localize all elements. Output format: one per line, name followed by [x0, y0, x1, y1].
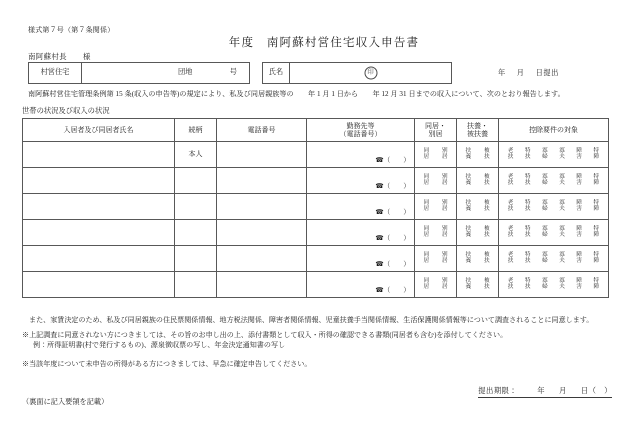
- deduction-choice-option[interactable]: 特 障: [593, 277, 600, 290]
- addressee-honorific: 様: [82, 52, 91, 61]
- section-label-household: 世帯の状況及び収入の状況: [22, 106, 110, 115]
- cell-living[interactable]: [415, 220, 457, 246]
- cell-deduction[interactable]: [499, 272, 609, 298]
- column-header-workplace: [307, 119, 415, 142]
- dependent-choice: [457, 246, 498, 271]
- dependent-choice-option[interactable]: 被 扶: [483, 147, 490, 160]
- cell-tel[interactable]: [217, 168, 307, 194]
- dependent-choice-option[interactable]: 被 扶: [483, 277, 490, 290]
- cell-workplace[interactable]: [307, 168, 415, 194]
- telephone-icon: ☎（ ）: [375, 182, 410, 191]
- deduction-choice-option[interactable]: 寡 夫: [559, 225, 565, 238]
- note-attachment: ※上記調査に同意されない方につきましては、その旨のお申し出の上、添付書類として収入・所得の確認できる書類(同居者も含む)を添付してください。: [22, 330, 508, 339]
- consent-paragraph: また、家賃決定のため、私及び同居親族の住民票関係情報、地方税法関係、障害者関係情報、児童扶養手当関係情報、生活保護関係情報等について調査されることに同意します。: [29, 316, 594, 324]
- column-header-living-sub: 別居: [428, 130, 443, 138]
- deduction-choice-option[interactable]: 特 障: [593, 199, 600, 212]
- cell-tel[interactable]: [217, 272, 307, 298]
- table-row: [23, 194, 609, 220]
- deduction-choice: [499, 142, 608, 167]
- cell-relation[interactable]: [175, 220, 217, 246]
- cell-living[interactable]: [415, 168, 457, 194]
- column-header-dependent-main: 扶養・: [467, 121, 488, 130]
- name-input-field[interactable]: [290, 63, 451, 83]
- living-choice-option[interactable]: 別 居: [441, 199, 448, 212]
- living-choice: [415, 220, 456, 245]
- column-header-tel: 電話番号: [217, 119, 307, 142]
- column-header-dependent: [457, 119, 499, 142]
- telephone-icon: ☎（ ）: [375, 208, 410, 217]
- deduction-choice-option[interactable]: 老 扶: [507, 225, 514, 238]
- column-header-dependent-sub: 被扶養: [467, 130, 488, 138]
- cell-deduction[interactable]: [499, 246, 609, 272]
- deduction-choice-option[interactable]: 特 障: [593, 147, 600, 160]
- dependent-choice: [457, 142, 498, 167]
- living-choice-option[interactable]: 別 居: [441, 251, 448, 264]
- deduction-choice-option[interactable]: 特 扶: [524, 251, 531, 264]
- back-page-note: （裏面に記入要領を記載）: [22, 398, 109, 406]
- deduction-choice-option[interactable]: 障 害: [576, 225, 582, 238]
- dependent-choice-option[interactable]: 被 扶: [483, 225, 490, 238]
- cell-dependent[interactable]: [457, 246, 499, 272]
- cell-dependent[interactable]: [457, 142, 499, 168]
- page-title: 年度 南阿蘇村営住宅収入申告書: [228, 37, 420, 49]
- applicant-name-box: [262, 62, 452, 84]
- cell-deduction[interactable]: [499, 142, 609, 168]
- house-value-field[interactable]: [82, 63, 249, 83]
- deadline-year: 年: [537, 386, 546, 395]
- cell-name[interactable]: [23, 272, 175, 298]
- column-header-deduction: 控除要件の対象: [499, 119, 609, 142]
- table-row: [23, 272, 609, 298]
- cell-name[interactable]: [23, 220, 175, 246]
- cell-relation[interactable]: [175, 168, 217, 194]
- deduction-choice-option[interactable]: 老 扶: [507, 173, 514, 186]
- dependent-choice-option[interactable]: 扶 養: [465, 147, 472, 160]
- living-choice: [415, 246, 456, 271]
- deduction-choice-option[interactable]: 特 扶: [524, 173, 531, 186]
- deduction-choice: [499, 168, 608, 193]
- footer-notes: [22, 316, 612, 369]
- cell-living[interactable]: [415, 246, 457, 272]
- telephone-icon: ☎（ ）: [375, 234, 410, 243]
- submission-deadline: [478, 386, 612, 398]
- table-row: [23, 142, 609, 168]
- dependent-choice-option[interactable]: 扶 養: [465, 225, 472, 238]
- addressee-name: 南阿蘇村長: [28, 52, 67, 61]
- cell-living[interactable]: [415, 194, 457, 220]
- telephone-icon: ☎（ ）: [375, 286, 410, 295]
- name-label: 氏名: [263, 63, 290, 83]
- dependent-choice-option[interactable]: 扶 養: [465, 199, 472, 212]
- deduction-choice-option[interactable]: 寡 婦: [542, 251, 548, 264]
- dependent-choice-option[interactable]: 被 扶: [483, 199, 490, 212]
- cell-living[interactable]: [415, 142, 457, 168]
- dependent-choice-option[interactable]: 扶 養: [465, 251, 472, 264]
- deduction-choice: [499, 246, 608, 271]
- deduction-choice-option[interactable]: 寡 婦: [542, 277, 548, 290]
- deduction-choice: [499, 220, 608, 245]
- deduction-choice: [499, 194, 608, 219]
- column-header-workplace-main: 勤務先等: [346, 121, 375, 130]
- living-choice-option[interactable]: 別 居: [441, 147, 448, 160]
- deduction-choice-option[interactable]: 障 害: [576, 251, 582, 264]
- living-choice-option[interactable]: 同 居: [423, 199, 430, 212]
- deduction-choice-option[interactable]: 障 害: [576, 173, 582, 186]
- cell-dependent[interactable]: [457, 220, 499, 246]
- cell-relation[interactable]: [175, 272, 217, 298]
- deduction-choice-option[interactable]: 特 障: [593, 225, 600, 238]
- note-attachment-example: 例：所得証明書(村で発行するもの)、源泉徴収票の写し、年金決定通知書の写し: [33, 341, 286, 349]
- cell-name[interactable]: [23, 168, 175, 194]
- deduction-choice-option[interactable]: 老 扶: [507, 251, 514, 264]
- deduction-choice-option[interactable]: 寡 婦: [542, 147, 548, 160]
- living-choice-option[interactable]: 同 居: [423, 147, 430, 160]
- submit-month-label: 月: [516, 69, 525, 77]
- dependent-choice: [457, 194, 498, 219]
- dependent-choice-option[interactable]: 扶 養: [465, 173, 472, 186]
- cell-workplace[interactable]: [307, 220, 415, 246]
- table-row: [23, 168, 609, 194]
- cell-workplace[interactable]: [307, 246, 415, 272]
- column-header-workplace-sub: （電話番号）: [339, 130, 382, 138]
- cell-workplace[interactable]: [307, 142, 415, 168]
- cell-living[interactable]: [415, 272, 457, 298]
- deadline-day: 日（ ）: [580, 386, 612, 395]
- table-row: [23, 220, 609, 246]
- deduction-choice-option[interactable]: 特 扶: [524, 199, 531, 212]
- cell-name[interactable]: [23, 142, 175, 168]
- addressee-line: [28, 52, 91, 62]
- dependent-choice-option[interactable]: 被 扶: [483, 173, 490, 186]
- cell-name[interactable]: [23, 246, 175, 272]
- deduction-choice-option[interactable]: 寡 夫: [559, 251, 565, 264]
- household-table-body: [23, 142, 609, 298]
- table-header-row: [23, 119, 609, 142]
- telephone-icon: ☎（ ）: [375, 156, 410, 165]
- submit-day-label: 日提出: [535, 69, 559, 77]
- deduction-choice-option[interactable]: 障 害: [576, 199, 582, 212]
- deduction-choice-option[interactable]: 特 扶: [524, 277, 531, 290]
- seal-icon: 印: [364, 67, 377, 80]
- danchi-label: 団地: [178, 68, 193, 77]
- cell-relation[interactable]: [175, 246, 217, 272]
- deadline-label: 提出期限：: [478, 386, 518, 395]
- column-header-living: [415, 119, 457, 142]
- deduction-choice-option[interactable]: 寡 夫: [559, 147, 565, 160]
- living-choice-option[interactable]: 同 居: [423, 225, 430, 238]
- cell-tel[interactable]: [217, 246, 307, 272]
- house-label: 村営住宅: [29, 63, 82, 83]
- deduction-choice-option[interactable]: 寡 婦: [542, 173, 548, 186]
- cell-deduction[interactable]: [499, 194, 609, 220]
- dependent-choice: [457, 168, 498, 193]
- dependent-choice-option[interactable]: 扶 養: [465, 277, 472, 290]
- deduction-choice-option[interactable]: 特 扶: [524, 225, 531, 238]
- dependent-choice: [457, 272, 498, 297]
- living-choice: [415, 142, 456, 167]
- cell-dependent[interactable]: [457, 272, 499, 298]
- living-choice: [415, 272, 456, 297]
- telephone-icon: ☎（ ）: [375, 260, 410, 269]
- column-header-living-main: 同居・: [425, 121, 446, 130]
- cell-dependent[interactable]: [457, 194, 499, 220]
- living-choice-option[interactable]: 同 居: [423, 251, 430, 264]
- declaration-statement: 南阿蘇村営住宅管理条例第 15 条(収入の申告等)の規定により、私及び同居親族等の 年 1 月 1 日から 年 12 月 31 日までの収入について、次のとおり報告します。: [28, 90, 565, 98]
- column-header-name: 入居者及び同居者氏名: [23, 119, 175, 142]
- cell-tel[interactable]: [217, 194, 307, 220]
- deduction-choice-option[interactable]: 障 害: [576, 147, 582, 160]
- cell-dependent[interactable]: [457, 168, 499, 194]
- cell-deduction[interactable]: [499, 220, 609, 246]
- submission-date-line: [498, 69, 559, 79]
- house-info-box: [28, 62, 250, 84]
- dependent-choice-option[interactable]: 被 扶: [483, 251, 490, 264]
- deduction-choice-option[interactable]: 寡 婦: [542, 199, 548, 212]
- living-choice: [415, 194, 456, 219]
- cell-relation[interactable]: 本人: [175, 142, 217, 168]
- deduction-choice-option[interactable]: 寡 夫: [559, 277, 565, 290]
- living-choice-option[interactable]: 別 居: [441, 225, 448, 238]
- form-number: 様式第７号（第７条関係）: [28, 26, 115, 34]
- cell-workplace[interactable]: [307, 194, 415, 220]
- deduction-choice-option[interactable]: 寡 夫: [559, 173, 565, 186]
- deduction-choice-option[interactable]: 障 害: [576, 277, 582, 290]
- living-choice-option[interactable]: 同 居: [423, 277, 430, 290]
- submit-year-label: 年: [498, 69, 506, 77]
- cell-tel[interactable]: [217, 220, 307, 246]
- note-tax-filing: ※当該年度について未申告の所得がある方につきましては、早急に確定申告してください。: [22, 359, 312, 368]
- household-table: [22, 118, 609, 298]
- table-row: [23, 246, 609, 272]
- dependent-choice: [457, 220, 498, 245]
- deduction-choice-option[interactable]: 特 障: [593, 173, 600, 186]
- deduction-choice-option[interactable]: 老 扶: [507, 277, 514, 290]
- deadline-month: 月: [559, 386, 567, 395]
- deduction-choice: [499, 272, 608, 297]
- living-choice: [415, 168, 456, 193]
- cell-workplace[interactable]: [307, 272, 415, 298]
- cell-name[interactable]: [23, 194, 175, 220]
- deduction-choice-option[interactable]: 特 扶: [524, 147, 531, 160]
- deduction-choice-option[interactable]: 寡 夫: [559, 199, 565, 212]
- living-choice-option[interactable]: 別 居: [441, 277, 448, 290]
- deduction-choice-option[interactable]: 老 扶: [507, 147, 514, 160]
- gou-label: 号: [229, 68, 237, 77]
- cell-deduction[interactable]: [499, 168, 609, 194]
- cell-tel[interactable]: [217, 142, 307, 168]
- living-choice-option[interactable]: 別 居: [441, 173, 448, 186]
- deduction-choice-option[interactable]: 寡 婦: [542, 225, 548, 238]
- cell-relation[interactable]: [175, 194, 217, 220]
- column-header-relation: 続柄: [175, 119, 217, 142]
- deduction-choice-option[interactable]: 特 障: [593, 251, 600, 264]
- deduction-choice-option[interactable]: 老 扶: [507, 199, 514, 212]
- living-choice-option[interactable]: 同 居: [423, 173, 430, 186]
